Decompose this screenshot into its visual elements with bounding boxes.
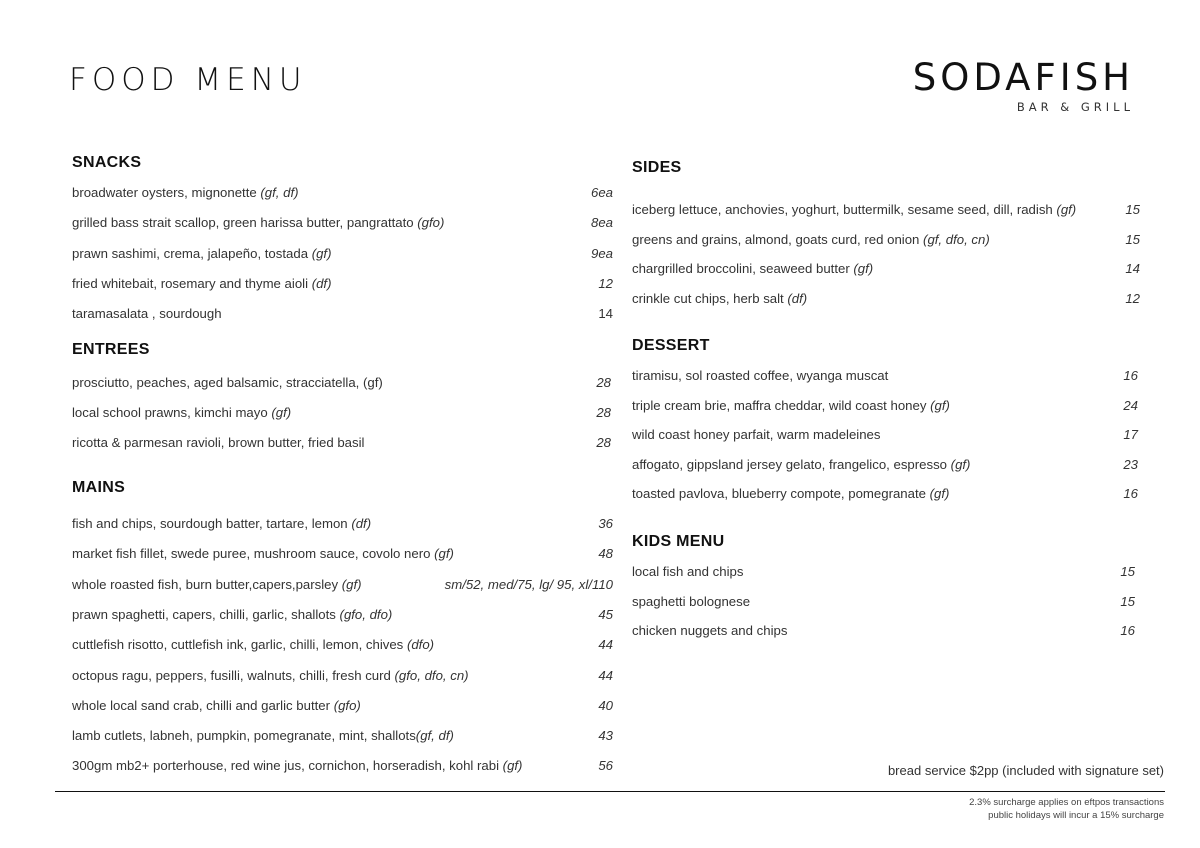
mains-item (72, 666, 613, 686)
dietary-note: (gf) (311, 245, 332, 261)
item-description: affogato, gippsland jersey gelato, frangelico, espresso (632, 456, 951, 472)
snacks-item (72, 183, 613, 203)
item-name (632, 484, 949, 504)
item-description: local school prawns, kimchi mayo (72, 405, 272, 420)
item-price: 12 (1125, 290, 1140, 306)
dietary-note: (gf) (434, 546, 454, 562)
page-title: FOOD MENU (69, 62, 307, 98)
item-description: triple cream brie, maffra cheddar, wild coast honey (632, 397, 931, 413)
mains-item (72, 696, 613, 716)
item-description: cuttlefish risotto, cuttlefish ink, garlic, chilli, lemon, chives (72, 637, 407, 653)
item-description: crinkle cut chips, herb salt (632, 290, 788, 306)
section-title-kids-menu: KIDS MENU (632, 533, 725, 550)
snacks-item (72, 213, 613, 233)
brand-logo (913, 56, 1134, 114)
item-name (72, 403, 291, 423)
item-description: chargrilled broccolini, seaweed butter (632, 261, 854, 276)
item-description: toasted pavlova, blueberry compote, pomegranate (632, 486, 930, 501)
item-description: iceberg lettuce, anchovies, yoghurt, buttermilk, sesame seed, dill, radish (632, 202, 1057, 217)
item-name (72, 544, 454, 564)
item-description: wild coast honey parfait, warm madeleines (632, 427, 881, 442)
dietary-note: (gf) (502, 758, 523, 774)
entrees-item (72, 373, 611, 393)
item-price: 44 (598, 667, 613, 683)
kids-item (632, 621, 1135, 641)
dessert-item (632, 425, 1138, 445)
item-name (632, 455, 970, 475)
item-description: broadwater oysters, mignonette (72, 185, 261, 200)
item-price: 28 (596, 375, 611, 390)
item-description: chicken nuggets and chips (632, 623, 788, 638)
item-price: 16 (1120, 623, 1135, 638)
mains-item (72, 726, 613, 746)
dietary-note: (gf, df) (260, 185, 299, 200)
mains-item (72, 514, 613, 534)
section-title-dessert: DESSERT (632, 337, 710, 354)
dietary-note: (dfo) (406, 637, 435, 653)
item-name (72, 605, 392, 625)
item-name (632, 230, 990, 250)
item-name (632, 200, 1076, 220)
item-name (72, 274, 331, 294)
dessert-item (632, 366, 1138, 386)
dietary-note: (df) (787, 290, 808, 306)
item-description: fish and chips, sourdough batter, tartare, lemon (72, 516, 352, 531)
dietary-note: (gf) (929, 486, 950, 501)
item-price: 15 (1120, 593, 1135, 609)
item-name (632, 425, 880, 445)
item-price: 17 (1123, 427, 1138, 442)
dessert-item (632, 455, 1138, 475)
entrees-item (72, 403, 611, 423)
item-description: ricotta & parmesan ravioli, brown butter, fried basil (72, 435, 365, 450)
item-price: sm/52, med/75, lg/ 95, xl/110 (444, 576, 613, 592)
mains-item (72, 635, 613, 655)
mains-item (72, 575, 613, 595)
dietary-note: (gf) (950, 456, 971, 472)
dietary-note: (gf, df) (415, 728, 454, 744)
item-name (72, 666, 469, 686)
dietary-note: (gfo, dfo, cn) (394, 667, 469, 683)
item-name (72, 635, 434, 655)
dietary-note: (df) (351, 516, 372, 531)
mains-item (72, 544, 613, 564)
snacks-item (72, 304, 613, 324)
item-description: octopus ragu, peppers, fusilli, walnuts, chilli, fresh curd (72, 667, 395, 683)
item-name (632, 592, 750, 612)
item-price: 43 (598, 728, 613, 744)
footer-divider (55, 791, 1165, 792)
item-price: 8ea (590, 215, 613, 231)
snacks-item (72, 244, 613, 264)
item-price: 23 (1123, 456, 1138, 472)
sides-item (632, 200, 1140, 220)
dietary-note: (gf) (853, 261, 874, 276)
dessert-item (632, 396, 1138, 416)
dietary-note: (gfo) (417, 215, 445, 231)
item-description: tiramisu, sol roasted coffee, wyanga muscat (632, 368, 889, 383)
item-price: 24 (1123, 397, 1138, 413)
item-price: 56 (598, 758, 613, 774)
item-name (72, 726, 454, 746)
item-description: whole roasted fish, burn butter,capers,parsley (72, 576, 342, 592)
dietary-note: (gf) (271, 405, 292, 420)
item-price: 44 (598, 637, 613, 653)
dietary-note: (gfo, dfo) (339, 606, 393, 622)
item-price: 15 (1125, 231, 1140, 247)
item-price: 15 (1125, 202, 1140, 217)
item-name (72, 514, 371, 534)
item-description: fried whitebait, rosemary and thyme aioli (72, 275, 312, 291)
item-description: whole local sand crab, chilli and garlic butter (72, 697, 334, 713)
item-price: 28 (596, 435, 611, 450)
item-name (72, 696, 361, 716)
item-description: market fish fillet, swede puree, mushroom sauce, covolo nero (72, 546, 435, 562)
item-description: taramasalata , sourdough (72, 306, 222, 322)
item-description: prawn spaghetti, capers, chilli, garlic, shallots (72, 606, 340, 622)
item-price: 36 (598, 516, 613, 531)
item-name (72, 373, 383, 393)
dietary-note: (gf) (341, 576, 362, 592)
item-description: lamb cutlets, labneh, pumpkin, pomegranate, mint, shallots (72, 728, 416, 744)
item-description: grilled bass strait scallop, green harissa butter, pangrattato (72, 215, 418, 231)
item-price: 14 (598, 306, 613, 322)
dessert-item (632, 484, 1138, 504)
item-price: 15 (1120, 564, 1135, 579)
entrees-item (72, 433, 611, 453)
item-name (72, 575, 362, 595)
section-title-snacks: SNACKS (72, 154, 142, 171)
section-title-mains: MAINS (72, 479, 126, 496)
item-price: 6ea (590, 185, 613, 200)
item-description: local fish and chips (632, 564, 744, 579)
brand-name: SODAFISH (912, 56, 1134, 99)
item-name (72, 183, 299, 203)
item-name (72, 433, 364, 453)
item-name (632, 366, 888, 386)
item-name (632, 621, 787, 641)
brand-subtitle: BAR & GRILL (1016, 100, 1134, 114)
item-price: 14 (1125, 261, 1140, 276)
mains-item (72, 605, 613, 625)
item-name (72, 213, 444, 233)
item-price: 9ea (590, 245, 613, 261)
item-price: 16 (1123, 368, 1138, 383)
item-name (632, 289, 807, 309)
kids-item (632, 592, 1135, 612)
item-name (72, 304, 222, 324)
item-description: 300gm mb2+ porterhouse, red wine jus, cornichon, horseradish, kohl rabi (72, 758, 503, 774)
section-title-entrees: ENTREES (72, 341, 150, 358)
dietary-note: (gf) (930, 397, 950, 413)
sides-item (632, 230, 1140, 250)
item-name (632, 259, 873, 279)
item-description: greens and grains, almond, goats curd, red onion (632, 231, 924, 247)
item-price: 48 (598, 546, 613, 562)
dietary-note: (gf, dfo, cn) (923, 231, 990, 247)
item-price: 45 (598, 606, 613, 622)
item-price: 28 (596, 405, 611, 420)
item-description: prawn sashimi, crema, jalapeño, tostada (72, 245, 312, 261)
bread-service-note: bread service $2pp (included with signature set) (887, 763, 1164, 778)
sides-item (632, 259, 1140, 279)
kids-item (632, 562, 1135, 582)
dietary-note: (df) (311, 275, 332, 291)
item-description: prosciutto, peaches, aged balsamic, stracciatella, (gf) (72, 375, 383, 390)
item-name (632, 562, 743, 582)
sides-item (632, 289, 1140, 309)
item-price: 16 (1123, 486, 1138, 501)
surcharge-holidays-note: public holidays will incur a 15% surcharge (988, 810, 1164, 821)
dietary-note: (gf) (1056, 202, 1077, 217)
snacks-item (72, 274, 613, 294)
dietary-note: (gfo) (333, 697, 361, 713)
item-name (632, 396, 950, 416)
item-price: 40 (598, 697, 613, 713)
section-title-sides: SIDES (632, 159, 682, 176)
surcharge-eftpos-note: 2.3% surcharge applies on eftpos transactions (969, 797, 1164, 808)
item-description: spaghetti bolognese (632, 593, 751, 609)
item-price: 12 (598, 275, 613, 291)
item-name (72, 244, 331, 264)
mains-item (72, 756, 613, 776)
